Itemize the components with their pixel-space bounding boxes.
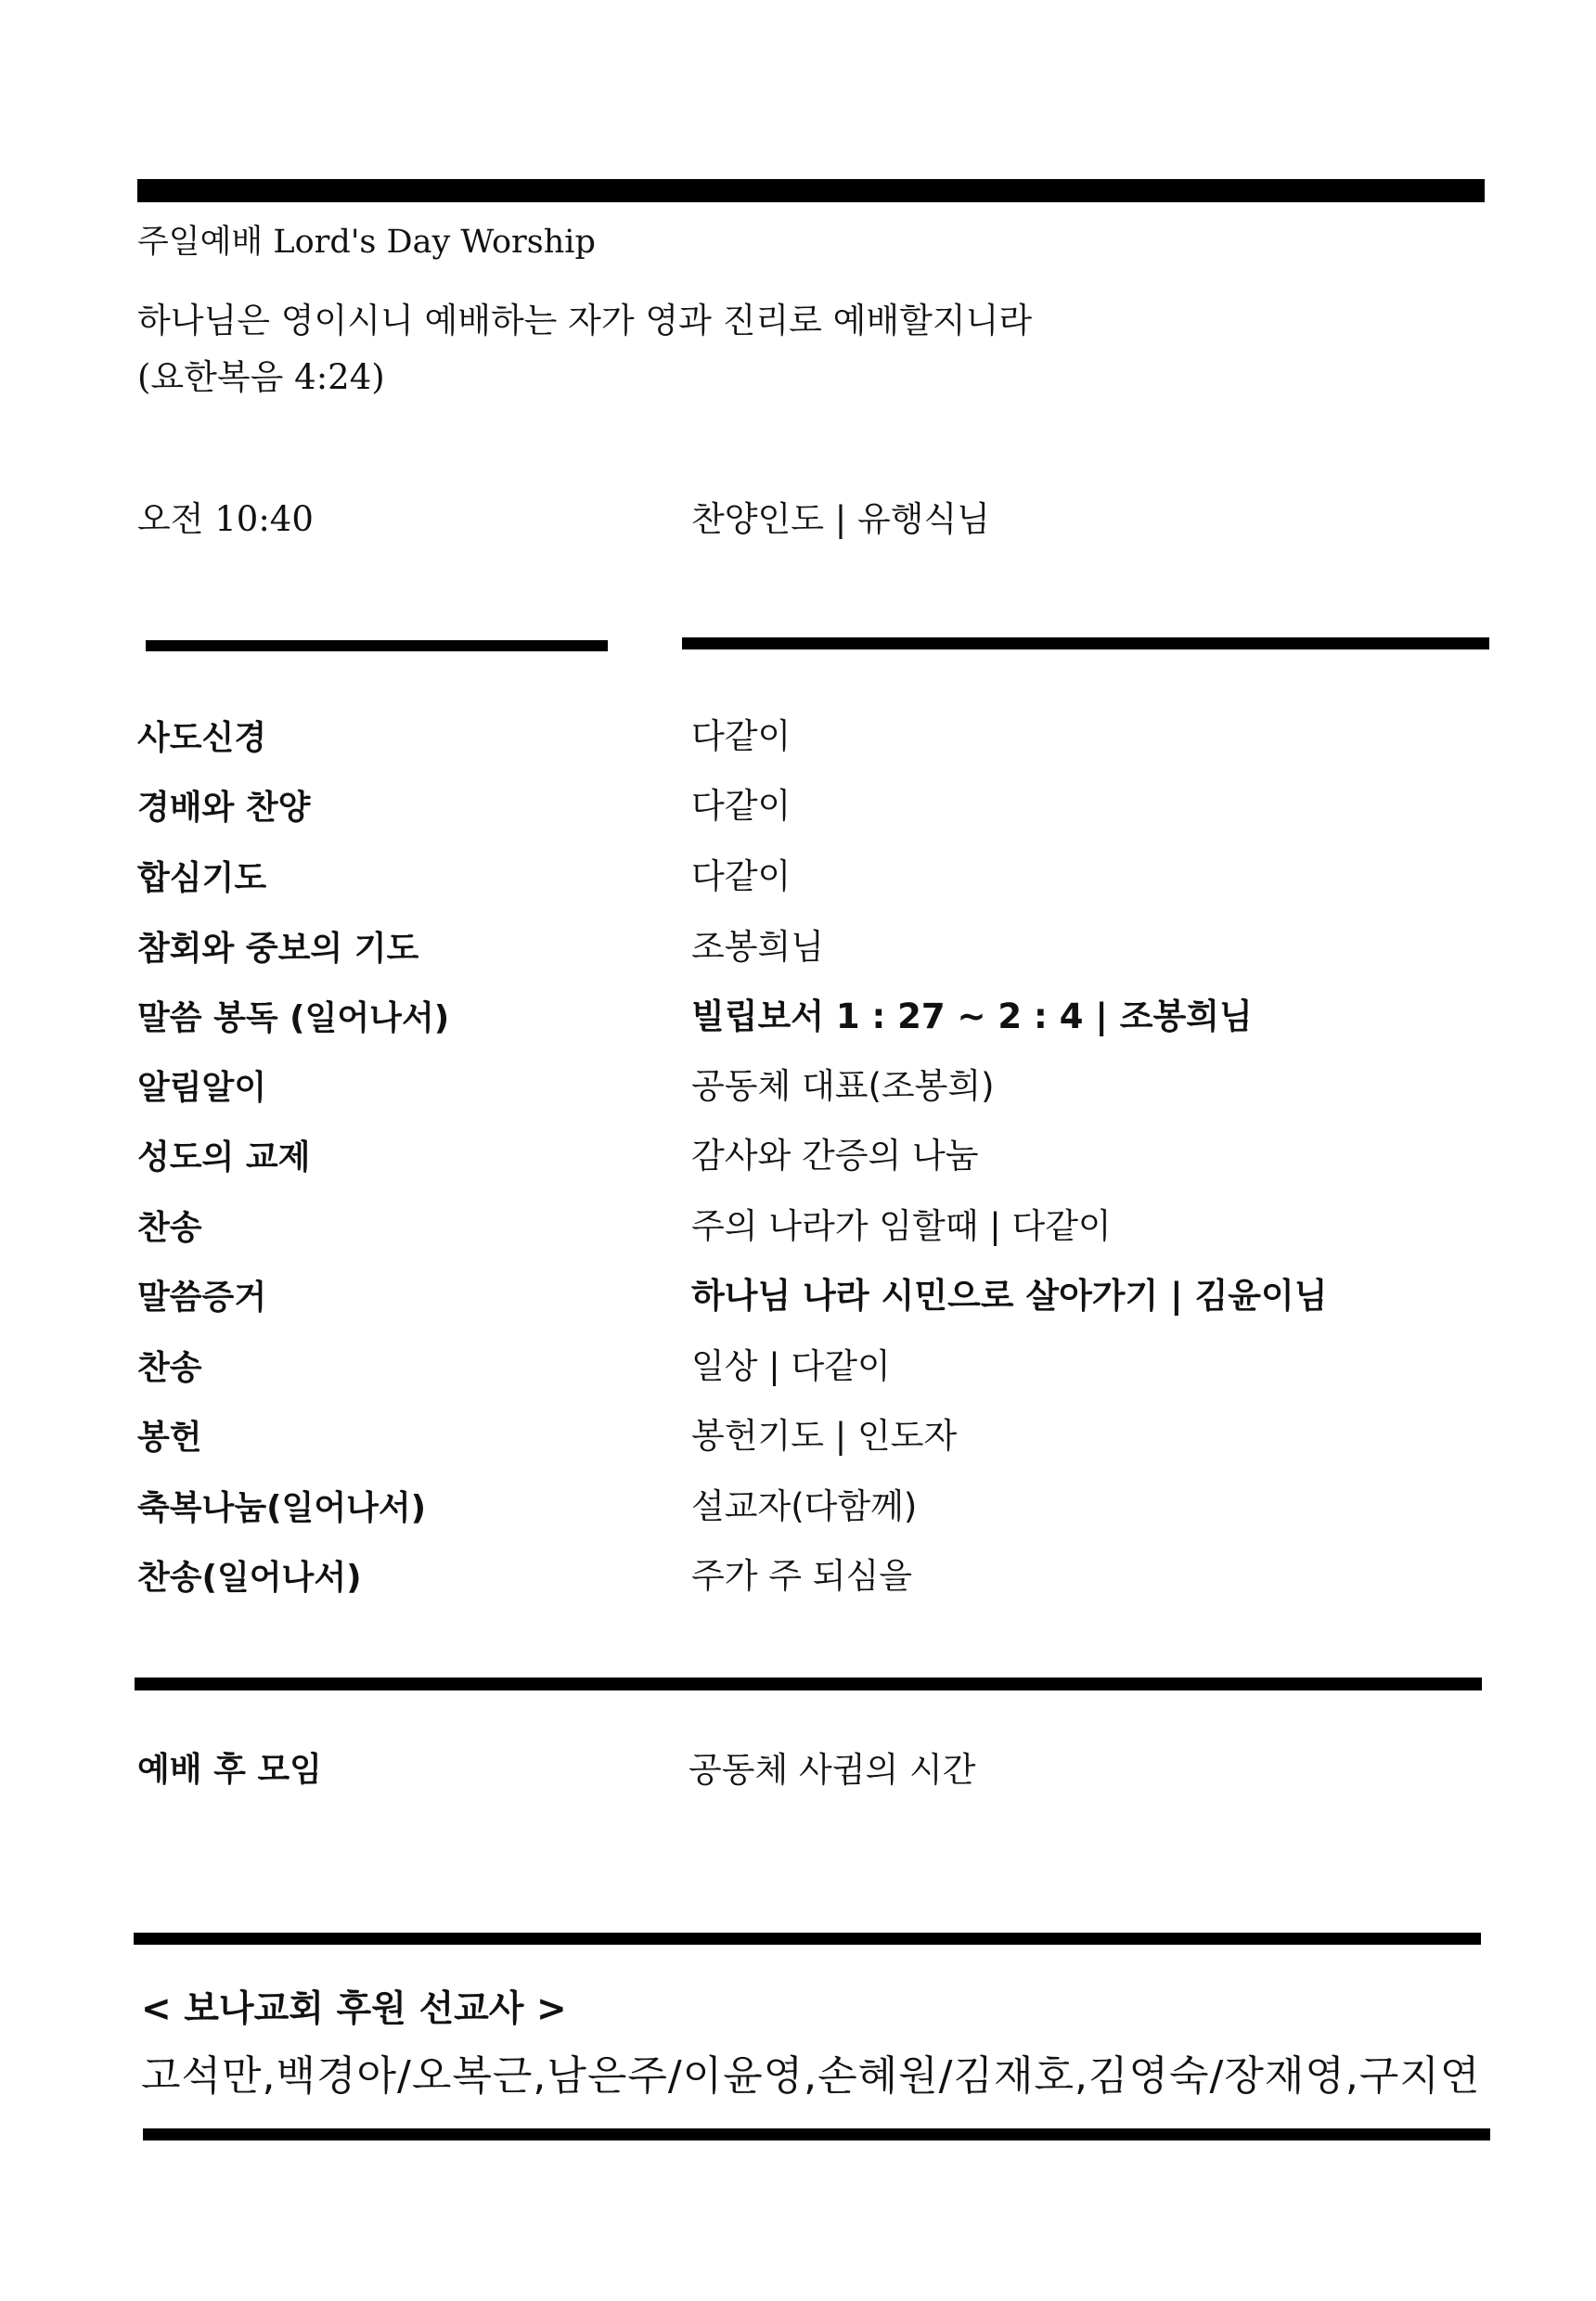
order-row (0, 1416, 1596, 1492)
order-detail: 공동체 대표(조봉희) (691, 1066, 995, 1106)
order-detail: 감사와 간증의 나눔 (691, 1136, 979, 1176)
order-detail: 다같이 (691, 786, 792, 826)
order-row (0, 996, 1596, 1073)
right-section-rule (682, 637, 1489, 649)
order-item: 참회와 중보의 기도 (137, 930, 419, 968)
order-item: 합심기도 (137, 859, 267, 897)
order-item: 사도신경 (137, 719, 267, 757)
order-item: 알림알이 (137, 1069, 267, 1107)
order-detail: 조봉희님 (691, 927, 824, 967)
worship-title: 주일예배 Lord's Day Worship (137, 224, 596, 261)
order-row (0, 716, 1596, 792)
worship-leader: 찬양인도 | 유행식님 (691, 499, 990, 539)
order-detail: 빌립보서 1 : 27 ~ 2 : 4 | 조봉희님 (691, 996, 1253, 1036)
service-time: 오전 10:40 (137, 499, 314, 539)
order-row (0, 1276, 1596, 1352)
order-item: 경배와 찬양 (137, 789, 311, 827)
order-item: 축복나눔(일어나서) (137, 1489, 427, 1527)
order-detail: 주가 주 되심을 (691, 1556, 912, 1596)
order-row (0, 1136, 1596, 1212)
order-detail: 일상 | 다같이 (691, 1346, 891, 1386)
order-detail: 주의 나라가 임할때 | 다같이 (691, 1206, 1112, 1246)
after-service-detail: 공동체 사귐의 시간 (689, 1750, 976, 1790)
order-item: 찬송 (137, 1209, 202, 1247)
order-row (0, 786, 1596, 862)
missionary-section-title: < 보나교회 후원 선교사 > (141, 1988, 567, 2030)
order-item: 말씀증거 (137, 1279, 267, 1317)
bottom-rule (143, 2128, 1490, 2140)
order-row (0, 1486, 1596, 1562)
order-row (0, 1346, 1596, 1422)
top-rule (137, 179, 1485, 202)
order-detail: 설교자(다함께) (691, 1486, 918, 1526)
order-row (0, 1066, 1596, 1142)
left-section-rule (146, 640, 608, 651)
order-detail: 다같이 (691, 856, 792, 896)
scripture-verse: 하나님은 영이시니 예배하는 자가 영과 진리로 예배할지니라 (137, 301, 1033, 341)
after-service-label: 예배 후 모임 (137, 1751, 322, 1789)
order-item: 성도의 교제 (137, 1138, 311, 1176)
missionary-names: 고석만,백경아/오복근,남은주/이윤영,손혜원/김재호,김영숙/장재영,구지연 (141, 2052, 1481, 2100)
order-item: 찬송 (137, 1349, 202, 1387)
order-detail: 봉헌기도 | 인도자 (691, 1416, 958, 1456)
order-item: 찬송(일어나서) (137, 1559, 362, 1597)
order-detail: 다같이 (691, 716, 792, 756)
order-bottom-rule (135, 1678, 1482, 1690)
scripture-reference: (요한복음 4:24) (137, 357, 385, 397)
order-row (0, 856, 1596, 932)
order-row (0, 1556, 1596, 1632)
order-row (0, 927, 1596, 1003)
order-item: 말씀 봉독 (일어나서) (137, 999, 450, 1037)
missionary-top-rule (134, 1933, 1481, 1945)
order-detail: 하나님 나라 시민으로 살아가기 | 김윤이님 (691, 1276, 1328, 1316)
order-row (0, 1206, 1596, 1282)
order-item: 봉헌 (137, 1419, 202, 1457)
